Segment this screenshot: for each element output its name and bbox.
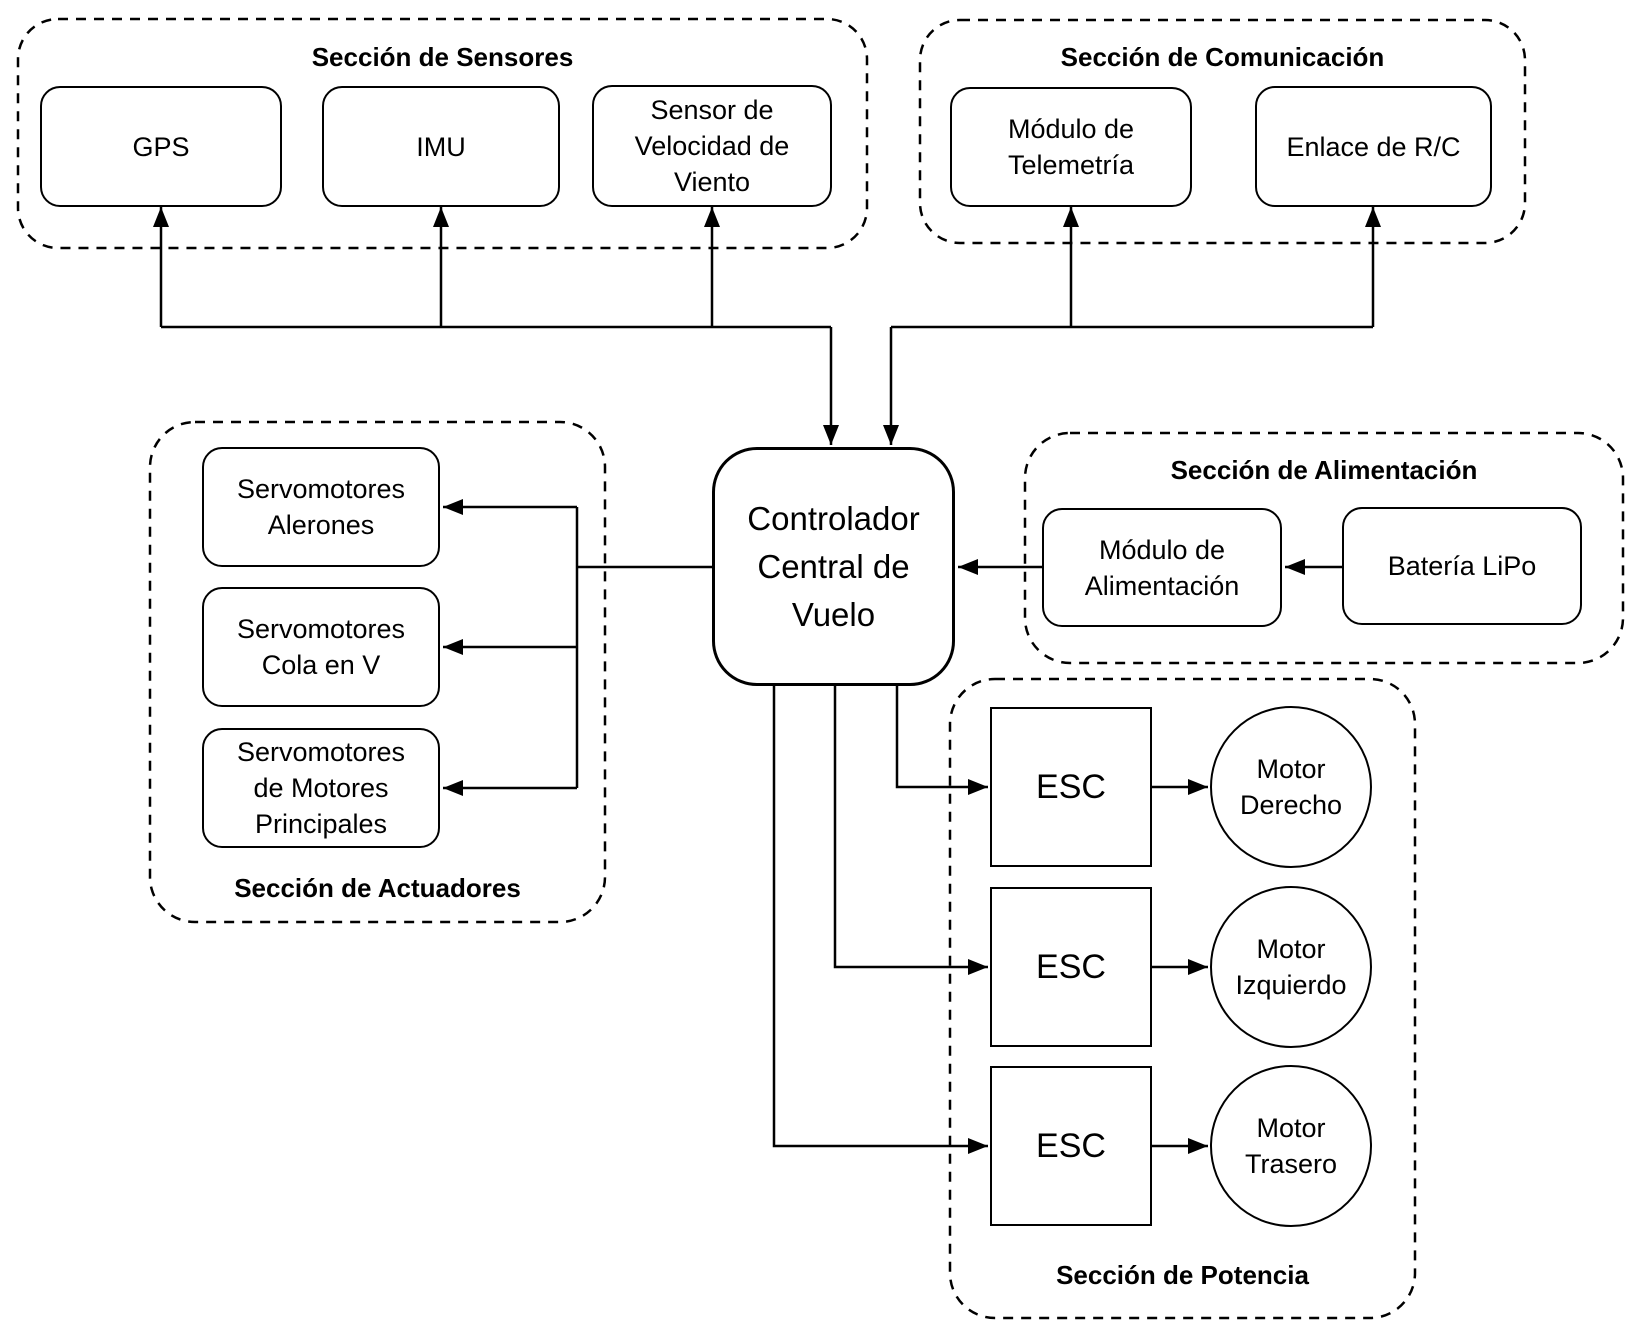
section-label-comunicacion: Sección de Comunicación [1060,42,1385,72]
node-servo-principales: Servomotores de Motores Principales [202,728,440,848]
node-imu: IMU [322,86,560,207]
node-esc-izquierdo: ESC [990,887,1152,1047]
node-motor-izquierdo: Motor Izquierdo [1210,886,1372,1048]
node-sensor-viento: Sensor de Velocidad de Viento [592,85,832,207]
edge-controlador-to-esc-derecho [897,686,988,787]
node-modulo-alimentacion: Módulo de Alimentación [1042,508,1282,627]
node-enlace-rc: Enlace de R/C [1255,86,1492,207]
edge-controlador-to-esc-izquierdo [835,686,988,967]
section-label-alimentacion: Sección de Alimentación [1170,455,1478,485]
node-bateria-lipo: Batería LiPo [1342,507,1582,625]
node-motor-trasero: Motor Trasero [1210,1065,1372,1227]
edge-controlador-to-esc-trasero [774,686,988,1146]
section-label-sensores: Sección de Sensores [311,42,574,72]
node-gps: GPS [40,86,282,207]
section-label-potencia: Sección de Potencia [1056,1260,1309,1290]
node-esc-derecho: ESC [990,707,1152,867]
section-label-actuadores: Sección de Actuadores [234,873,521,903]
node-servo-cola-v: Servomotores Cola en V [202,587,440,707]
node-servo-alerones: Servomotores Alerones [202,447,440,567]
node-controlador: Controlador Central de Vuelo [712,447,955,686]
node-esc-trasero: ESC [990,1066,1152,1226]
node-modulo-telemetria: Módulo de Telemetría [950,87,1192,207]
node-motor-derecho: Motor Derecho [1210,706,1372,868]
